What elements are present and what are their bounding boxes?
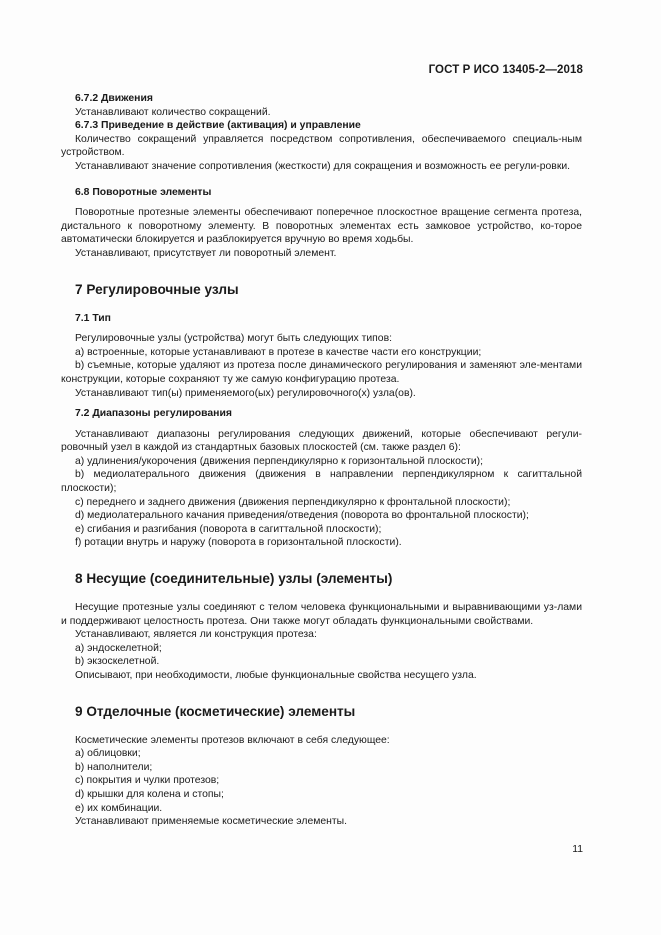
- list-item: b) экзоскелетной.: [75, 656, 160, 668]
- list-item: d) крышки для колена и стопы;: [75, 788, 224, 800]
- paragraph: Несущие протезные узлы соединяют с телом человека функциональными и выравнивающими уз-лами и поддерживают целостность протеза. Они также могут обладать функциональными свойствами.: [61, 602, 582, 627]
- list-item: е) сгибания и разгибания (поворота в сагиттальной плоскости);: [75, 523, 382, 535]
- section-heading-9: 9 Отделочные (косметические) элементы: [75, 703, 356, 719]
- document-body: [61, 92, 582, 829]
- section-heading-8: 8 Несущие (соединительные) узлы (элементы): [75, 571, 393, 587]
- section-heading-6-8: 6.8 Поворотные элементы: [75, 186, 212, 198]
- list-item: а) удлинения/укорочения (движения перпендикулярно к горизонтальной плоскости);: [75, 455, 483, 467]
- paragraph: Устанавливают тип(ы) применяемого(ых) регулировочного(х) узла(ов).: [75, 387, 416, 399]
- paragraph: Устанавливают диапазоны регулирования следующих движений, которые обеспечивают регули-ровочный узел в каждой из стандартных базовых плоскостей (см. также раздел 6):: [61, 428, 582, 454]
- section-heading-7-1: 7.1 Тип: [75, 312, 111, 324]
- section-heading-7: 7 Регулировочные узлы: [75, 281, 239, 297]
- list-item: b) съемные, которые удаляют из протеза после динамического регулирования и заменяют эле-ментами конструкции, которые сохраняют ту же самую конфигурацию протеза.: [61, 360, 582, 385]
- paragraph: Устанавливают количество сокращений.: [75, 106, 271, 118]
- list-item: d) медиолатерального качания приведения/отведения (поворота во фронтальной плоскости);: [75, 510, 529, 522]
- paragraph: Устанавливают, присутствует ли поворотный элемент.: [75, 247, 337, 259]
- paragraph: Количество сокращений управляется посредством сопротивления, обеспечиваемого специаль-ным устройством.: [61, 133, 582, 159]
- paragraph: Описывают, при необходимости, любые функциональные свойства несущего узла.: [75, 670, 477, 681]
- list-item: b) наполнители;: [75, 761, 153, 773]
- document-header: ГОСТ Р ИСО 13405-2—2018: [428, 64, 583, 76]
- section-heading-7-2: 7.2 Диапазоны регулирования: [75, 408, 232, 420]
- list-item: с) переднего и заднего движения (движения перпендикулярно к фронтальной плоскости);: [75, 496, 511, 508]
- paragraph: Устанавливают, является ли конструкция протеза:: [75, 629, 317, 641]
- paragraph: Косметические элементы протезов включают в себя следующее:: [75, 734, 390, 746]
- list-item: b) медиолатерального движения (движения в направлении перпендикулярном к сагиттальной плоскости);: [61, 469, 582, 495]
- list-item: а) эндоскелетной;: [75, 642, 162, 654]
- page-number: 11: [572, 844, 583, 855]
- paragraph: Устанавливают значение сопротивления (жесткости) для сокращения и возможность ее регули-ровки.: [75, 160, 571, 172]
- paragraph: Регулировочные узлы (устройства) могут быть следующих типов:: [75, 333, 392, 345]
- list-item: е) их комбинации.: [75, 802, 163, 814]
- list-item: а) облицовки;: [75, 748, 141, 760]
- list-item: f) ротации внутрь и наружу (поворота в горизонтальной плоскости).: [75, 537, 402, 549]
- paragraph: Устанавливают применяемые косметические элементы.: [75, 816, 348, 828]
- paragraph: Поворотные протезные элементы обеспечивают поперечное плоскостное вращение сегмента протеза, дистального к поворотному элементу. В поворотных элементах есть замковое устройство, ко-торое автоматически блокируется и разблокируется вручную во время ходьбы.: [61, 207, 582, 246]
- section-heading-6-7-2: 6.7.2 Движения: [75, 93, 153, 104]
- list-item: с) покрытия и чулки протезов;: [75, 775, 220, 787]
- list-item: а) встроенные, которые устанавливают в протезе в качестве части его конструкции;: [75, 346, 482, 358]
- section-heading-6-7-3: 6.7.3 Приведение в действие (активация) и управление: [75, 120, 361, 132]
